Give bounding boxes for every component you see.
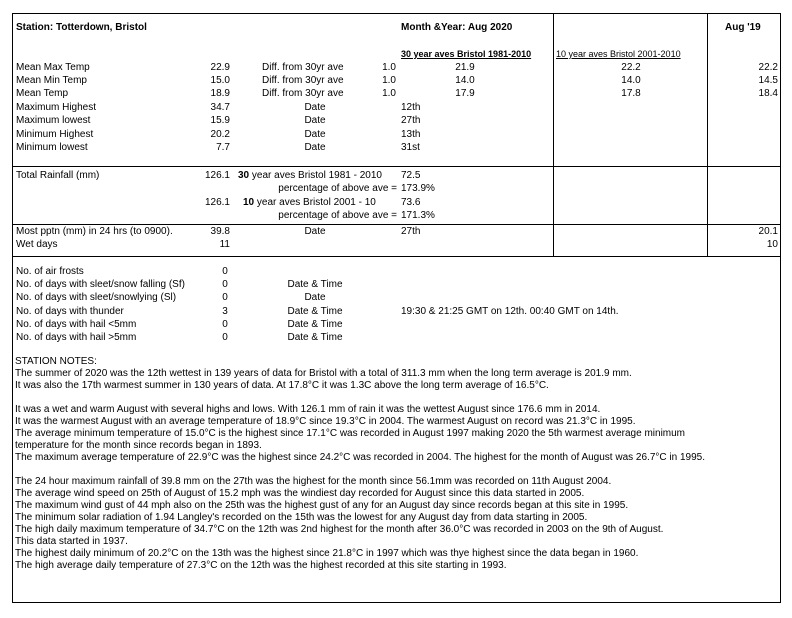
divider [553, 13, 554, 256]
temp-row-diff-label: Diff. from 30yr ave [262, 75, 344, 86]
wet-days-value: 11 [219, 239, 230, 250]
note-line: STATION NOTES: [15, 356, 97, 367]
note-line: The minimum solar radiation of 1.94 Langley's recorded on the 15th was the lowest for any August day from data starting in 2005. [15, 512, 588, 523]
event-row-date-label: Date & Time [287, 319, 343, 330]
temp-row-prev: 22.2 [758, 62, 778, 73]
pptn-date-label: Date [304, 226, 326, 237]
pptn-date: 27th [401, 226, 421, 237]
divider [707, 13, 708, 256]
divider [12, 166, 781, 167]
temp-row-diff: 1.0 [382, 62, 396, 73]
rain-value-2: 126.1 [204, 197, 230, 208]
temp-row-date-label: Date [304, 142, 326, 153]
event-row-label: No. of days with thunder [16, 306, 124, 317]
note-line: The 24 hour maximum rainfall of 39.8 mm on the 27th was the highest for the month since 56.1mm was recorded on 11th August 2004. [15, 476, 612, 487]
event-row-value: 0 [222, 319, 228, 330]
note-line: The highest daily minimum of 20.2°C on the 13th was the highest since 21.8°C in 1997 which was thye highest since the data began in 1960. [15, 548, 639, 559]
event-row-value: 3 [222, 306, 228, 317]
note-line: It was a wet and warm August with several highs and lows. With 126.1 mm of rain it was the wettest August since 176.6 mm in 2014. [15, 404, 601, 415]
temp-row-prev: 14.5 [758, 75, 778, 86]
ave30-heading: 30 year aves Bristol 1981-2010 [401, 49, 532, 59]
temp-row-value: 15.9 [210, 115, 230, 126]
temp-row-label: Mean Temp [16, 88, 69, 99]
temp-row-diff: 1.0 [382, 88, 396, 99]
rain-ave10-text: year aves Bristol 2001 - 10 [254, 197, 376, 208]
event-row-date-label: Date & Time [287, 332, 343, 343]
temp-row-ave10: 17.8 [621, 88, 641, 99]
event-row-label: No. of days with hail >5mm [16, 332, 137, 343]
note-line: It was the warmest August with an average temperature of 18.9°C since 19.3°C in 2004. The warmest August on record was 21.3°C in 1995. [15, 416, 636, 427]
event-row-date-label: Date & Time [287, 279, 343, 290]
rain-ave30-value: 72.5 [401, 170, 421, 181]
rain-pct1-label: percentage of above ave = [278, 183, 397, 194]
temp-row-ave30: 17.9 [455, 88, 475, 99]
note-line: The summer of 2020 was the 12th wettest in 139 years of data for Bristol with a total of 311.3 mm when the long term average is 201.9 mm. [15, 368, 632, 379]
event-row-date-label: Date & Time [287, 306, 343, 317]
note-line: The high average daily temperature of 27.3°C on the 12th was the highest recorded at this site starting in 1993. [15, 560, 507, 571]
pptn-value: 39.8 [210, 226, 230, 237]
divider [12, 224, 781, 225]
rain-ave10-years: 10 [243, 197, 255, 208]
temp-row-date: 13th [401, 129, 421, 140]
temp-row-value: 15.0 [210, 75, 230, 86]
temp-row-diff-label: Diff. from 30yr ave [262, 62, 344, 73]
wet-days-prev: 10 [766, 239, 778, 250]
temp-row-ave30: 14.0 [455, 75, 475, 86]
temp-row-date-label: Date [304, 129, 326, 140]
rain-label: Total Rainfall (mm) [16, 170, 100, 181]
temp-row-label: Mean Min Temp [16, 75, 87, 86]
temp-row-prev: 18.4 [758, 88, 778, 99]
note-line: The average minimum temperature of 15.0°C is the highest since 17.1°C was recorded in August 1997 making 2020 the 5th warmest average minimum [15, 428, 686, 439]
note-line: This data started in 1937. [15, 536, 128, 547]
temp-row-ave10: 14.0 [621, 75, 641, 86]
rain-ave30-text: year aves Bristol 1981 - 2010 [249, 170, 382, 181]
temp-row-date-label: Date [304, 115, 326, 126]
temp-row-value: 22.9 [210, 62, 230, 73]
note-line: The maximum average temperature of 22.9°C was the highest since 24.2°C was recorded in 2004. The highest for the month of August was 26.7°C in 1995. [15, 452, 705, 463]
pptn-prev: 20.1 [758, 226, 778, 237]
temp-row-date: 31st [401, 142, 420, 153]
event-row-label: No. of air frosts [16, 266, 84, 277]
rain-ave10-value: 73.6 [401, 197, 421, 208]
temp-row-date: 12th [401, 102, 421, 113]
event-row-label: No. of days with sleet/snow falling (Sf) [16, 279, 185, 290]
temp-row-label: Maximum lowest [16, 115, 91, 126]
note-line: The maximum wind gust of 44 mph also on the 25th was the highest gust of any for an August day since records began at this site in 1995. [15, 500, 629, 511]
event-row-label: No. of days with sleet/snowlying (Sl) [16, 292, 177, 303]
rain-ave30-label [238, 170, 382, 182]
wet-days-label: Wet days [16, 239, 58, 250]
rain-pct2-value: 171.3% [401, 210, 435, 221]
temp-row-label: Mean Max Temp [16, 62, 90, 73]
temp-row-value: 7.7 [216, 142, 230, 153]
event-row-value: 0 [222, 266, 228, 277]
temp-row-label: Minimum Highest [16, 129, 94, 140]
event-row-value: 0 [222, 332, 228, 343]
temp-row-date-label: Date [304, 102, 326, 113]
temp-row-date: 27th [401, 115, 421, 126]
rain-ave30-years: 30 [238, 170, 250, 181]
month-year: Month &Year: Aug 2020 [401, 22, 513, 33]
event-row-date-label: Date [304, 292, 326, 303]
note-line: The high daily maximum temperature of 34.7°C on the 12th was 2nd highest for the month after 36.0°C was recorded in 2003 on the 9th of August. [15, 524, 664, 535]
rain-ave10-label [243, 197, 376, 209]
temp-row-value: 34.7 [210, 102, 230, 113]
note-line: The average wind speed on 25th of August of 15.2 mph was the windiest day recorded for August since this data started in 2005. [15, 488, 585, 499]
event-row-value: 0 [222, 292, 228, 303]
divider [12, 256, 781, 257]
temp-row-diff: 1.0 [382, 75, 396, 86]
temp-row-ave30: 21.9 [455, 62, 475, 73]
rain-pct1-value: 173.9% [401, 183, 435, 194]
event-row-value: 0 [222, 279, 228, 290]
event-row-detail: 19:30 & 21:25 GMT on 12th. 00:40 GMT on 14th. [401, 306, 619, 317]
event-row-label: No. of days with hail <5mm [16, 319, 137, 330]
prev-year-heading: Aug '19 [725, 22, 761, 33]
pptn-label: Most pptn (mm) in 24 hrs (to 0900). [16, 226, 173, 237]
note-line: It was also the 17th warmest summer in 130 years of data. At 17.8°C it was 1.3C above the long term average of 16.5°C. [15, 380, 549, 391]
station-title: Station: Totterdown, Bristol [16, 22, 147, 33]
temp-row-value: 18.9 [210, 88, 230, 99]
temp-row-label: Minimum lowest [16, 142, 88, 153]
temp-row-diff-label: Diff. from 30yr ave [262, 88, 344, 99]
note-line: temperature for the month since records began in 1893. [15, 440, 262, 451]
ave10-heading: 10 year aves Bristol 2001-2010 [556, 49, 681, 59]
rain-pct2-label: percentage of above ave = [278, 210, 397, 221]
temp-row-ave10: 22.2 [621, 62, 641, 73]
temp-row-value: 20.2 [210, 129, 230, 140]
rain-value: 126.1 [204, 170, 230, 181]
temp-row-label: Maximum Highest [16, 102, 97, 113]
